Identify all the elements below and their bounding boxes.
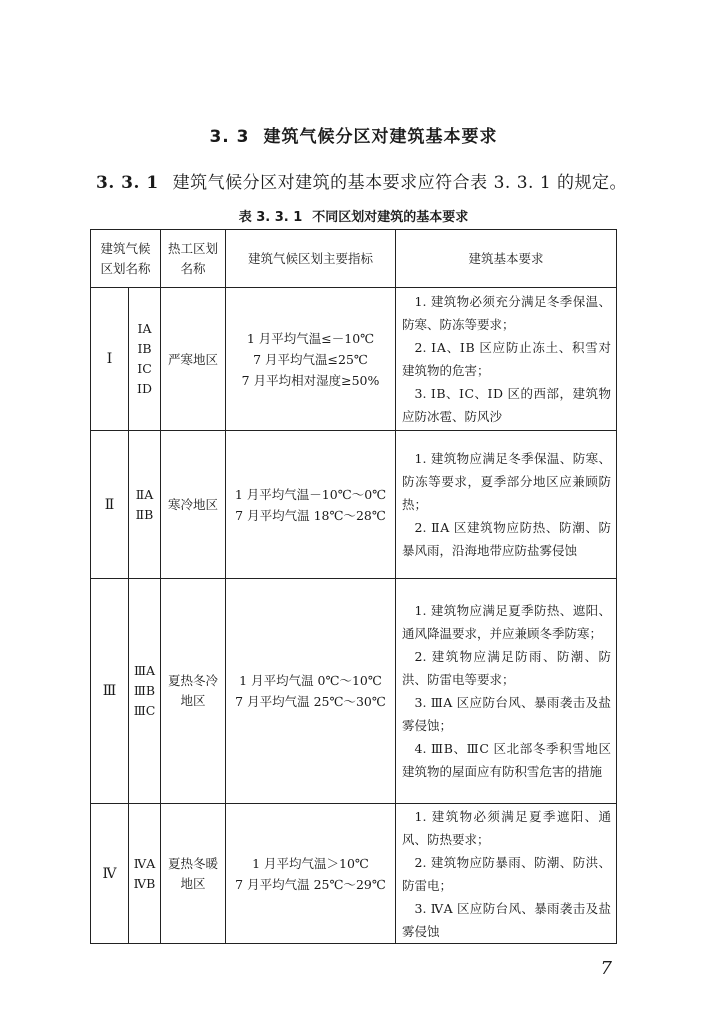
- table-row: [91, 288, 617, 431]
- requirement-item: 2. 建筑物应防暴雨、防潮、防洪、防雷电；: [402, 854, 612, 893]
- table-caption: [0, 206, 707, 225]
- subzone: ⅡA: [135, 486, 154, 502]
- zone-main-cell: Ⅰ: [91, 288, 129, 431]
- table-header-row: [91, 230, 617, 288]
- header-climate-zone: [91, 230, 161, 288]
- subzone: ⅢB: [133, 683, 156, 698]
- subzone: ⅡB: [135, 506, 154, 522]
- indicators-cell: [226, 579, 396, 804]
- requirement-item: 2. ⅠA、ⅠB 区应防止冻土、积雪对建筑物的危害；: [402, 340, 612, 378]
- subzone: ⅠC: [137, 361, 152, 376]
- requirement-item: 3. ⅠB、ⅠC、ⅠD 区的西部，建筑物应防冰雹、防风沙: [402, 386, 612, 424]
- table-caption-number: 表 3. 3. 1: [238, 210, 303, 225]
- header-climate-zone-line2: 区划名称: [100, 260, 151, 276]
- requirements-cell: [396, 804, 617, 944]
- section-number: 3. 3: [209, 127, 250, 147]
- thermal-name-cell: [161, 288, 226, 431]
- subzones-cell: [129, 431, 161, 579]
- indicator: 1 月平均气温－10℃～0℃: [234, 486, 387, 502]
- requirement-item: 4. ⅢB、ⅢC 区北部冬季积雪地区建筑物的屋面应有防积雪危害的措施: [402, 741, 612, 779]
- subzone: ⅠA: [137, 321, 152, 336]
- indicators-cell: [226, 804, 396, 944]
- table-caption-title: 不同区划对建筑的基本要求: [312, 210, 469, 225]
- requirement-item: 1. 建筑物必须满足夏季遮阳、通风、防热要求；: [402, 808, 612, 847]
- thermal-name-cell: [161, 804, 226, 944]
- requirement-item: 3. ⅢA 区应防台风、暴雨袭击及盐雾侵蚀；: [402, 695, 612, 733]
- indicator: 7 月平均气温 18℃～28℃: [235, 507, 386, 523]
- zone-main-cell: Ⅱ: [91, 431, 129, 579]
- requirements-cell: [396, 579, 617, 804]
- subzone: ⅢA: [133, 663, 156, 678]
- subzone: ⅠD: [137, 381, 152, 396]
- indicator: 7 月平均相对湿度≥50%: [241, 372, 380, 388]
- header-requirements: 建筑基本要求: [396, 230, 617, 288]
- requirement-item: 1. 建筑物必须充分满足冬季保温、防寒、防冻等要求；: [402, 294, 612, 332]
- thermal-name: 地区: [180, 875, 206, 891]
- subzone: ⅣB: [133, 875, 156, 891]
- table-row: [91, 804, 617, 944]
- thermal-name: 地区: [180, 693, 206, 708]
- page-number: 7: [600, 958, 612, 979]
- indicator: 7 月平均气温≤25℃: [253, 351, 368, 367]
- thermal-name: 夏热冬冷: [168, 673, 219, 688]
- thermal-name-cell: [161, 431, 226, 579]
- thermal-name: 严寒地区: [168, 351, 219, 367]
- indicator: 7 月平均气温 25℃～30℃: [235, 694, 386, 709]
- subzone: ⅠB: [137, 341, 152, 356]
- requirement-item: 1. 建筑物应满足冬季保温、防寒、防冻等要求，夏季部分地区应兼顾防热；: [402, 451, 612, 512]
- clause-paragraph: [96, 168, 627, 193]
- header-indicators: 建筑气候区划主要指标: [226, 230, 396, 288]
- subzones-cell: [129, 579, 161, 804]
- requirement-item: 3. ⅣA 区应防台风、暴雨袭击及盐雾侵蚀: [402, 900, 612, 939]
- thermal-name-cell: [161, 579, 226, 804]
- indicator: 1 月平均气温＞10℃: [252, 855, 369, 871]
- indicators-cell: [226, 288, 396, 431]
- section-title-text: 建筑气候分区对建筑基本要求: [263, 127, 498, 147]
- indicator: 7 月平均气温 25℃～29℃: [235, 876, 386, 892]
- thermal-name: 夏热冬暖: [168, 855, 219, 871]
- subzone: ⅣA: [133, 855, 156, 871]
- header-climate-zone-line1: 建筑气候: [100, 240, 151, 256]
- header-thermal-zone-line2: 名称: [180, 260, 206, 276]
- indicator: 1 月平均气温 0℃～10℃: [239, 673, 382, 688]
- header-thermal-zone: [161, 230, 226, 288]
- thermal-name: 寒冷地区: [168, 497, 219, 512]
- requirement-item: 1. 建筑物应满足夏季防热、遮阳、通风降温要求，并应兼顾冬季防寒；: [402, 603, 612, 641]
- zone-main-cell: Ⅳ: [91, 804, 129, 944]
- table-row: [91, 579, 617, 804]
- header-thermal-zone-line1: 热工区划: [168, 240, 219, 256]
- requirements-cell: [396, 288, 617, 431]
- subzones-cell: [129, 288, 161, 431]
- indicator: 1 月平均气温≤－10℃: [246, 330, 375, 346]
- indicators-cell: [226, 431, 396, 579]
- requirements-table: [90, 229, 617, 944]
- subzones-cell: [129, 804, 161, 944]
- clause-text: 建筑气候分区对建筑的基本要求应符合表 3. 3. 1 的规定。: [172, 173, 628, 193]
- section-title: [0, 122, 707, 147]
- table-row: [91, 431, 617, 579]
- requirement-item: 2. ⅡA 区建筑物应防热、防潮、防暴风雨，沿海地带应防盐雾侵蚀: [402, 520, 612, 558]
- clause-number: 3. 3. 1: [96, 173, 159, 193]
- zone-main-cell: Ⅲ: [91, 579, 129, 804]
- requirements-cell: [396, 431, 617, 579]
- subzone: ⅢC: [133, 703, 156, 718]
- requirement-item: 2. 建筑物应满足防雨、防潮、防洪、防雷电等要求；: [402, 649, 612, 687]
